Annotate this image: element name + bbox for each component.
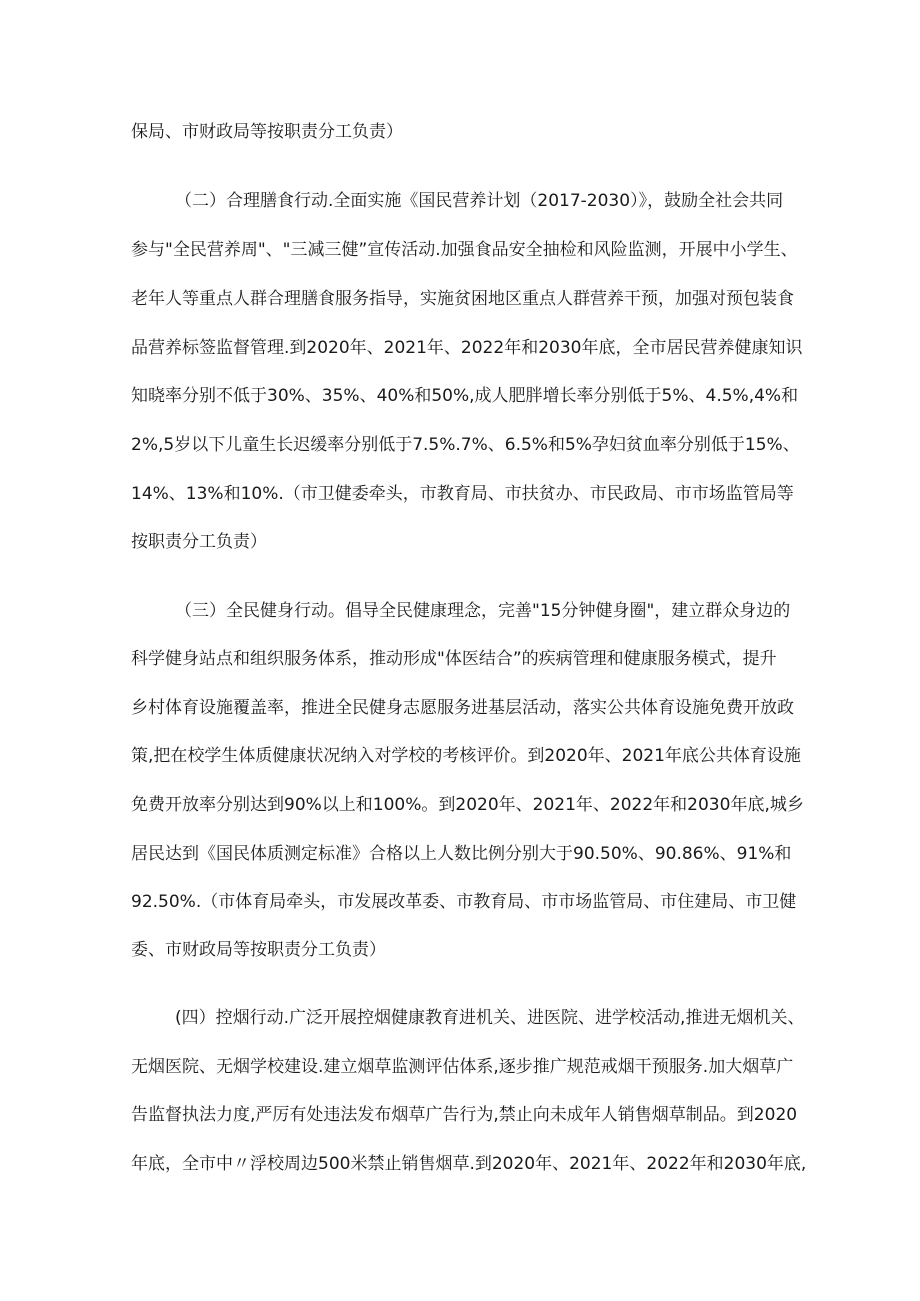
text-line: 告监督执法力度,严厉有处违法发布烟草广告行为,禁止向未成年人销售烟草制品。到2020 [131, 1105, 798, 1125]
text-line: 居民达到《国民体质测定标准》合格以上人数比例分别大于90.50%、90.86%、91%和 [131, 844, 792, 864]
text-line: 无烟医院、无烟学校建设.建立烟草监测评估体系,逐步推广规范戒烟干预服务.加大烟草广 [131, 1057, 794, 1077]
text-line: （二）合理膳食行动.全面实施《国民营养计划（2017-2030）》，鼓励全社会共同 [175, 191, 784, 211]
text-line: 委、市财政局等按职责分工负责） [131, 940, 386, 960]
text-line: 保局、市财政局等按职责分工负责） [131, 122, 403, 142]
text-line: 乡村体育设施覆盖率，推进全民健身志愿服务进基层活动，落实公共体育设施免费开放政 [131, 698, 794, 718]
text-line: 年底，全市中〃浮校周边500米禁止销售烟草.到2020年、2021年、2022年和2030年底, [131, 1154, 807, 1174]
text-line: 品营养标签监督管理.到2020年、2021年、2022年和2030年底，全市居民营养健康知识 [131, 338, 803, 358]
text-line: 免费开放率分别达到90%以上和100%。到2020年、2021年、2022年和2030年底,城乡 [131, 795, 804, 815]
text-line: 老年人等重点人群合理膳食服务指导，实施贫困地区重点人群营养干预，加强对预包装食 [131, 289, 794, 309]
text-line: 科学健身站点和组织服务体系，推动形成"体医结合”的疾病管理和健康服务模式，提升 [131, 649, 777, 669]
text-line: 92.50%.（市体育局牵头，市发展改革委、市教育局、市市场监管局、市住建局、市卫健 [131, 892, 797, 912]
text-line: 知晓率分别不低于30%、35%、40%和50%,成人肥胖增长率分别低于5%、4.5%,4%和 [131, 386, 799, 406]
text-line: (四）控烟行动.广泛开展控烟健康教育进机关、进医院、进学校活动,推进无烟机关、 [175, 1008, 805, 1028]
text-line: 按职责分工负责） [131, 532, 267, 552]
text-line: 策,把在校学生体质健康状况纳入对学校的考核评价。到2020年、2021年底公共体育设施 [131, 746, 801, 766]
text-line: 参与"全民营养周"、"三减三健”宣传活动.加强食品安全抽检和风险监测，开展中小学生、 [131, 240, 798, 260]
text-line: （三）全民健身行动。倡导全民健康理念，完善"15分钟健身圈"，建立群众身边的 [175, 601, 791, 621]
text-line: 2%,5岁以下儿童生长迟缓率分别低于7.5%.7%、6.5%和5%孕妇贫血率分别低于15%、 [131, 435, 800, 455]
text-line: 14%、13%和10%.（市卫健委牵头，市教育局、市扶贫办、市民政局、市市场监管局等 [131, 484, 794, 504]
